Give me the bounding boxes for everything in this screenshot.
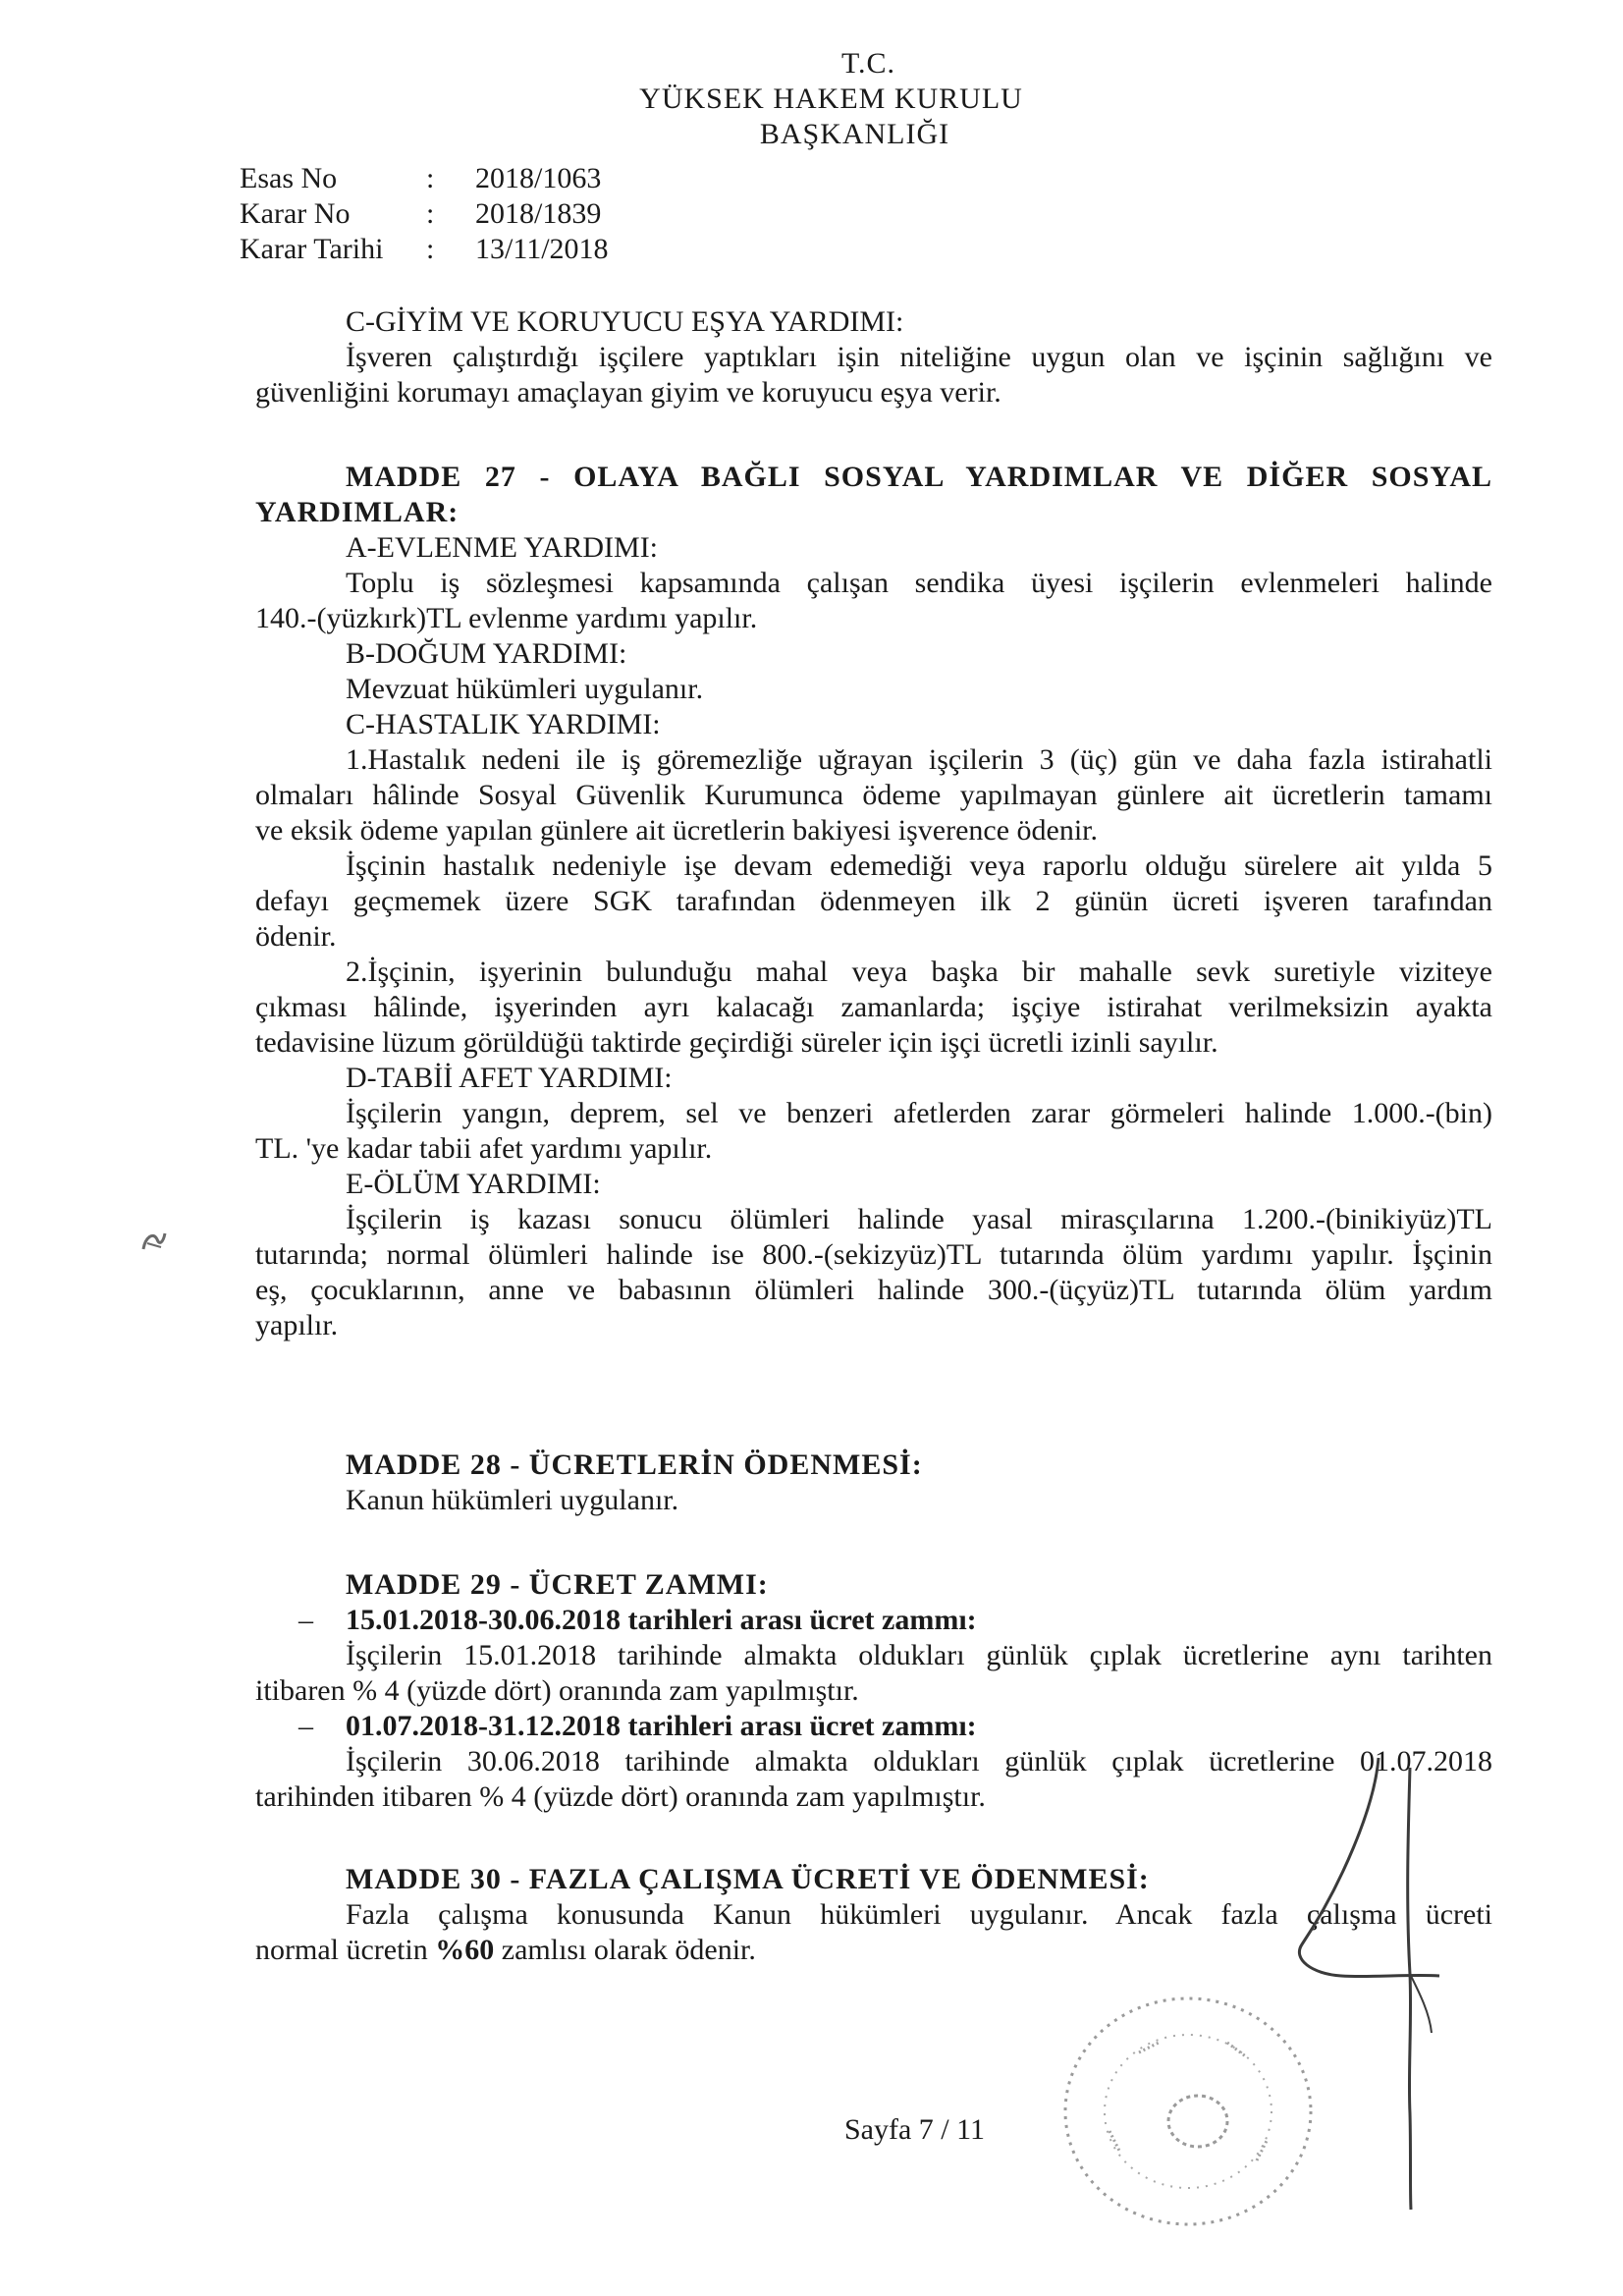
meta-row-karar [240, 196, 721, 232]
paragraph-line: Mevzuat hükümleri uygulanır. [346, 673, 704, 705]
paragraph-line: İşçilerin yangın, deprem, sel ve benzeri afetlerden zarar görmeleri halinde 1.000.-(bin) [346, 1097, 1492, 1129]
paragraph-line: İşçilerin iş kazası sonucu ölümleri halinde yasal mirasçılarına 1.200.-(binikiyüz)TL [346, 1203, 1492, 1235]
subsection-title: E-ÖLÜM YARDIMI: [346, 1168, 601, 1200]
paragraph-line: tutarında; normal ölümleri halinde ise 800.-(sekizyüz)TL tutarında ölüm yardımı yapılır. İşçinin [255, 1238, 1492, 1271]
paragraph-line: 140.-(yüzkırk)TL evlenme yardımı yapılır. [255, 602, 758, 634]
paragraph-line: itibaren % 4 (yüzde dört) oranında zam yapılmıştır. [255, 1674, 859, 1707]
case-metadata [240, 161, 721, 267]
article-title-cont: YARDIMLAR: [255, 496, 460, 528]
article-title: MADDE 27 - OLAYA BAĞLI SOSYAL YARDIMLAR VE DİĞER SOSYAL [346, 461, 1492, 493]
subsection-title: D-TABİİ AFET YARDIMI: [346, 1062, 673, 1094]
paragraph-line: Kanun hükümleri uygulanır. [346, 1484, 679, 1516]
header-tc: T.C. [840, 47, 896, 80]
bullet-item [255, 1709, 1492, 1744]
meta-row-esas [240, 161, 721, 196]
dash-bullet: – [298, 1604, 313, 1636]
meta-colon: : [426, 197, 435, 230]
article-title: MADDE 30 - FAZLA ÇALIŞMA ÜCRETİ VE ÖDENMESİ: [346, 1863, 1150, 1895]
subsection-title: C-HASTALIK YARDIMI: [346, 708, 661, 740]
margin-mark-icon [135, 1220, 175, 1259]
paragraph-line: defayı geçmemek üzere SGK tarafından ödenmeyen ilk 2 günün ücreti işveren tarafından [255, 885, 1492, 917]
meta-colon: : [426, 233, 435, 265]
article-title: MADDE 28 - ÜCRETLERİN ÖDENMESİ: [346, 1449, 923, 1481]
meta-label: Karar Tarihi [240, 233, 384, 265]
paragraph-line: İşçinin hastalık nedeniyle işe devam edemediği veya raporlu olduğu sürelere ait yılda 5 [346, 849, 1492, 882]
paragraph-line: tedavisine lüzum görüldüğü taktirde geçirdiği süreler için işçi ücretli izinli sayılır. [255, 1026, 1218, 1059]
header-presidency: BAŞKANLIĞI [759, 118, 950, 150]
paragraph-line: olmaları hâlinde Sosyal Güvenlik Kurumunca ödeme yapılmayan günlere ait ücretlerin tamamı [255, 779, 1492, 811]
paragraph-line: çıkması hâlinde, işyerinden ayrı kalacağı zamanlarda; işçiye istirahat verilmeksizin ayakta [255, 991, 1492, 1023]
official-stamp-icon [1051, 1984, 1335, 2278]
paragraph-line: 1.Hastalık nedeni ile iş göremezliğe uğrayan işçilerin 3 (üç) gün ve daha fazla istirahatli [346, 743, 1492, 776]
meta-label: Karar No [240, 197, 351, 230]
meta-value: 2018/1063 [475, 162, 602, 194]
text-fragment: zamlısı olarak ödenir. [494, 1934, 756, 1966]
paragraph-line: İşçilerin 30.06.2018 tarihinde almakta oldukları günlük çıplak ücretlerine 01.07.2018 [346, 1745, 1492, 1777]
section-giyim [255, 304, 1492, 410]
paragraph-line: İşveren çalıştırdığı işçilere yaptıkları işin niteliğine uygun olan ve işçinin sağlığını ve [346, 341, 1492, 373]
paragraph-line: 2.İşçinin, işyerinin bulunduğu mahal veya başka bir mahalle sevk suretiyle viziteye [346, 956, 1492, 988]
meta-colon: : [426, 162, 435, 194]
header-institution: YÜKSEK HAKEM KURULU [639, 82, 1023, 115]
paragraph-line: TL. 'ye kadar tabii afet yardımı yapılır. [255, 1132, 713, 1165]
dash-bullet: – [298, 1710, 313, 1742]
paragraph-line: İşçilerin 15.01.2018 tarihinde almakta oldukları günlük çıplak ücretlerine aynı tarihten [346, 1639, 1492, 1671]
meta-row-tarih [240, 232, 721, 267]
page-number: Sayfa 7 / 11 [844, 2113, 986, 2146]
section-madde-27 [255, 460, 1492, 1343]
bullet-item [255, 1603, 1492, 1638]
paragraph-line: ve eksik ödeme yapılan günlere ait ücretlerin bakiyesi işverence ödenir. [255, 814, 1099, 847]
paragraph-line: eş, çocuklarının, anne ve babasının ölümleri halinde 300.-(üçyüz)TL tutarında ölüm yardım [255, 1274, 1492, 1306]
paragraph-line: Toplu iş sözleşmesi kapsamında çalışan sendika üyesi işçilerin evlenmeleri halinde [346, 567, 1492, 599]
meta-label: Esas No [240, 162, 338, 194]
paragraph-line: yapılır. [255, 1309, 339, 1341]
paragraph-line: güvenliğini korumayı amaçlayan giyim ve koruyucu eşya verir. [255, 376, 1001, 409]
section-madde-28 [255, 1448, 1492, 1518]
subsection-title: A-EVLENME YARDIMI: [346, 531, 659, 564]
paragraph-line: Fazla çalışma konusunda Kanun hükümleri uygulanır. Ancak fazla çalışma ücreti [346, 1898, 1492, 1931]
paragraph-line: ödenir. [255, 920, 337, 953]
bullet-title: 15.01.2018-30.06.2018 tarihleri arası ücret zammı: [346, 1604, 977, 1636]
percentage: %60 [435, 1934, 495, 1966]
bullet-title: 01.07.2018-31.12.2018 tarihleri arası ücret zammı: [346, 1710, 977, 1742]
text-fragment: normal ücretin [255, 1934, 436, 1966]
meta-value: 2018/1839 [475, 197, 602, 230]
section-title: C-GİYİM VE KORUYUCU EŞYA YARDIMI: [346, 305, 904, 338]
subsection-title: B-DOĞUM YARDIMI: [346, 637, 627, 670]
paragraph-line: tarihinden itibaren % 4 (yüzde dört) oranında zam yapılmıştır. [255, 1780, 986, 1813]
article-title: MADDE 29 - ÜCRET ZAMMI: [346, 1568, 769, 1601]
meta-value: 13/11/2018 [475, 233, 609, 265]
